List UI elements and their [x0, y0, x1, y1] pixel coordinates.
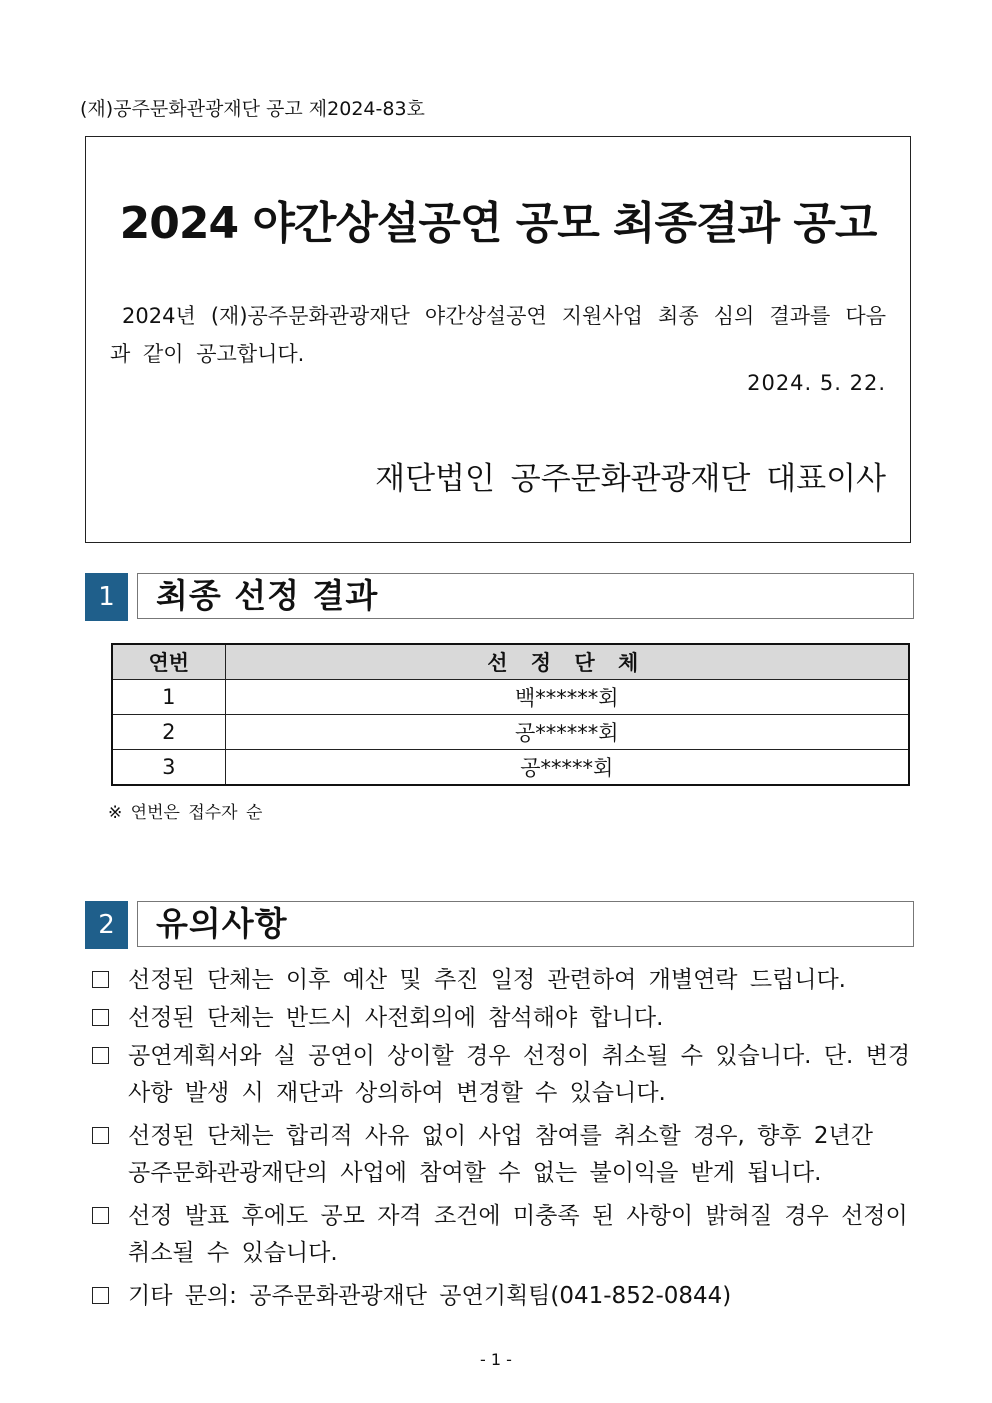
note-text: 선정된 단체는 반드시 사전회의에 참석해야 합니다.: [128, 1005, 664, 1031]
table-header-row: [112, 644, 909, 680]
table-row: [112, 715, 909, 750]
announcement-date: 2024. 5. 22.: [747, 371, 886, 395]
note-text: 공연계획서와 실 공연이 상이할 경우 선정이 취소될 수 있습니다. 단. 변경 사항 발생 시 재단과 상의하여 변경할 수 있습니다.: [128, 1043, 911, 1106]
note-text: 선정 발표 후에도 공모 자격 조건에 미충족 된 사항이 밝혀질 경우 선정이: [128, 1203, 908, 1229]
note-text: 기타 문의: 공주문화관광재단 공연기획팀(041-852-0844): [128, 1283, 732, 1309]
checkbox-icon: [92, 1009, 109, 1026]
section-2-number: 2: [85, 901, 128, 949]
section-1-header: [85, 573, 914, 621]
list-item: [92, 1278, 914, 1315]
checkbox-icon: [92, 1047, 109, 1064]
selection-table: [111, 643, 910, 786]
list-item: [92, 1000, 914, 1037]
section-1-title-box: [137, 573, 914, 619]
note-text: 선정된 단체는 합리적 사유 없이 사업 참여를 취소할 경우, 향후 2년간: [128, 1123, 873, 1149]
section-2-title-box: [137, 901, 914, 947]
table-row: [112, 680, 909, 715]
announcement-title: 2024 야간상설공연 공모 최종결과 공고: [119, 198, 877, 249]
list-item: [92, 962, 914, 999]
note-text-continued: 공주문화관광재단의 사업에 참여할 수 없는 불이익을 받게 됩니다.: [128, 1160, 822, 1186]
checkbox-icon: [92, 1127, 109, 1144]
table-cell-number: 3: [112, 750, 225, 786]
table-cell-group: 공*****회: [225, 750, 909, 786]
table-cell-group: 공******회: [225, 715, 909, 750]
table-cell-number: 2: [112, 715, 225, 750]
section-2-header: [85, 901, 914, 949]
table-cell-number: 1: [112, 680, 225, 715]
table-cell-group: 백******회: [225, 680, 909, 715]
announcement-box: [85, 136, 911, 543]
notice-number: (재)공주문화관광재단 공고 제2024-83호: [80, 98, 425, 120]
checkbox-icon: [92, 1287, 109, 1304]
checkbox-icon: [92, 1207, 109, 1224]
col-header-number: 연번: [112, 644, 225, 680]
list-item: [92, 1038, 914, 1112]
col-header-group: 선 정 단 체: [225, 644, 909, 680]
list-item: [92, 1118, 914, 1192]
list-item: [92, 1198, 914, 1272]
checkbox-icon: [92, 971, 109, 988]
section-1-number: 1: [85, 573, 128, 621]
page-number: - 1 -: [480, 1350, 512, 1369]
note-text-continued: 취소될 수 있습니다.: [128, 1240, 338, 1266]
section-1-title: 최종 선정 결과: [156, 576, 379, 615]
announcement-signer: 재단법인 공주문화관광재단 대표이사: [375, 461, 886, 497]
section-2-title: 유의사항: [156, 904, 288, 943]
table-row: [112, 750, 909, 786]
announcement-body: 2024년 (재)공주문화관광재단 야간상설공연 지원사업 최종 심의 결과를 다음과 같이 공고합니다.: [110, 304, 886, 366]
note-text: 선정된 단체는 이후 예산 및 추진 일정 관련하여 개별연락 드립니다.: [128, 967, 846, 993]
table-footnote: ※ 연번은 접수자 순: [108, 803, 263, 823]
notes-list: [92, 962, 914, 1316]
